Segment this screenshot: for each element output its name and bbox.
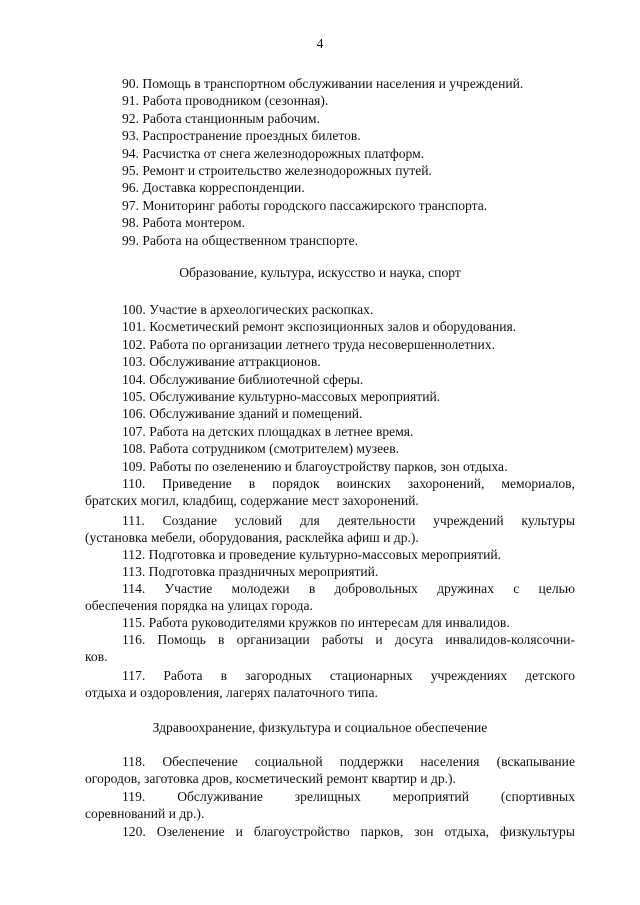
list-item: 100. Участие в археологических раскопках.: [122, 302, 374, 317]
list-item: 104. Обслуживание библиотечной сферы.: [122, 371, 364, 387]
item-line: обеспечения порядка на улицах города.: [85, 598, 313, 614]
list-item: 108. Работа сотрудником (смотрителем) музеев.: [122, 441, 400, 457]
list-item: 109. Работы по озеленению и благоустройству парков, зон отдыха.: [122, 458, 508, 474]
section-heading-education: Образование, культура, искусство и наука, спорт: [179, 265, 461, 280]
item-line: братских могил, кладбищ, содержание мест захоронений.: [85, 493, 419, 509]
list-item-110: [85, 475, 575, 509]
list-item: 115. Работа руководителями кружков по интересам для инвалидов.: [122, 615, 510, 630]
list-item-111: [85, 512, 575, 546]
section-heading-health: Здравоохранение, физкультура и социальное обеспечение: [152, 720, 488, 735]
list-item: 97. Мониторинг работы городского пассажирского транспорта.: [122, 197, 488, 213]
item-line: 120. Озеленение и благоустройство парков, зон отдыха, физкультуры: [122, 824, 575, 839]
list-item-119: [85, 788, 575, 822]
list-item: 96. Доставка корреспонденции.: [122, 180, 305, 196]
item-line: 119. Обслуживание зрелищных мероприятий (спортивных: [122, 789, 575, 804]
list-115: [85, 614, 575, 631]
item-line: соревнований и др.).: [85, 806, 205, 822]
item-line: отдыха и оздоровления, лагерях палаточного типа.: [85, 685, 378, 701]
list-item: 91. Работа проводником (сезонная).: [122, 93, 329, 109]
item-line: 114. Участие молодежи в добровольных дружинах с целью: [122, 581, 575, 596]
list-item-118: [85, 753, 575, 787]
list-item: 92. Работа станционным рабочим.: [122, 110, 320, 126]
item-line: ков.: [85, 649, 108, 665]
list-item-114: [85, 580, 575, 614]
list-item: 99. Работа на общественном транспорте.: [122, 232, 359, 248]
item-line: огородов, заготовка дров, косметический ремонт квартир и др.).: [85, 771, 456, 787]
list-item: 101. Косметический ремонт экспозиционных залов и оборудования.: [122, 319, 517, 335]
item-line: (установка мебели, оборудования, расклейка афиш и др.).: [85, 530, 419, 546]
list-item: 106. Обслуживание зданий и помещений.: [122, 406, 363, 422]
list-item: 107. Работа на детских площадках в летнее время.: [122, 423, 414, 439]
item-line: 118. Обеспечение социальной поддержки населения (вскапывание: [122, 754, 575, 769]
list-item: 93. Распространение проездных билетов.: [122, 128, 361, 144]
list-item: 95. Ремонт и строительство железнодорожных путей.: [122, 162, 432, 178]
list-item-116: [85, 631, 575, 665]
list-item-117: [85, 667, 575, 701]
list-item: 94. Расчистка от снега железнодорожных платформ.: [122, 145, 425, 161]
education-list: [85, 301, 575, 475]
list-112-113: [85, 546, 575, 581]
item-line: 116. Помощь в организации работы и досуга инвалидов-колясочни-: [122, 632, 575, 647]
item-line: 117. Работа в загородных стационарных учреждениях детского: [122, 668, 575, 683]
item-line: 110. Приведение в порядок воинских захоронений, мемориалов,: [122, 476, 575, 491]
list-item: 102. Работа по организации летнего труда несовершеннолетних.: [122, 336, 496, 352]
list-item: 105. Обслуживание культурно-массовых мероприятий.: [122, 388, 441, 404]
list-item: 112. Подготовка и проведение культурно-массовых мероприятий.: [122, 547, 502, 562]
list-item-120: [85, 823, 575, 840]
list-item: 103. Обслуживание аттракционов.: [122, 354, 321, 370]
list-item: 113. Подготовка праздничных мероприятий.: [122, 564, 379, 580]
page-number: 4: [316, 36, 324, 51]
list-item: 90. Помощь в транспортном обслуживании населения и учреждений.: [122, 76, 524, 91]
item-line: 111. Создание условий для деятельности учреждений культуры: [122, 513, 575, 528]
transport-list: [85, 75, 575, 249]
list-item: 98. Работа монтером.: [122, 215, 246, 231]
